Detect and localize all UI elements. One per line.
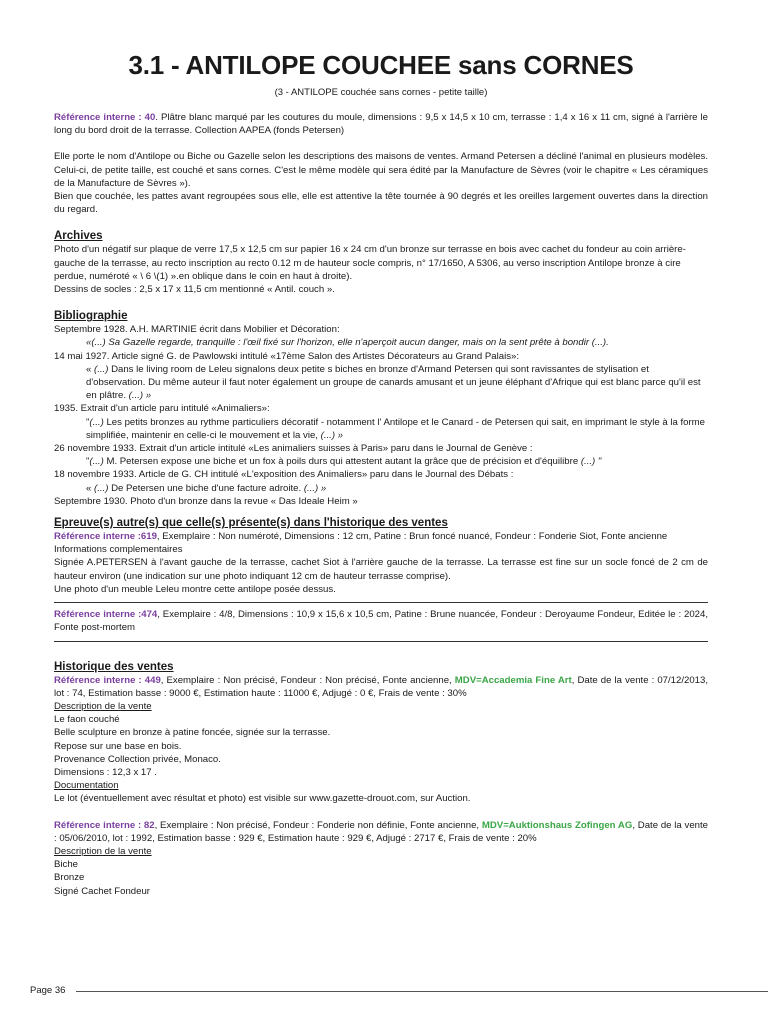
document-body <box>54 111 708 898</box>
description-line: Dimensions : 12,3 x 17 . <box>54 766 157 778</box>
epreuve-info-label: Informations complementaires <box>54 544 183 556</box>
reference-label: Référence interne : 40 <box>54 112 156 123</box>
documentation-label: Documentation <box>54 780 119 792</box>
reference-label: Référence interne :619 <box>54 531 157 543</box>
biblio-quote: "(...) M. Petersen expose une biche et un fox à poils durs qui attestent autant la grâce que de précision et d'équilibre (...) " <box>86 456 602 468</box>
description-line: Provenance Collection privée, Monaco. <box>54 753 221 765</box>
bibliographie-heading: Bibliographie <box>54 310 128 323</box>
mdv-label: MDV=Accademia Fine Art <box>454 674 572 686</box>
mdv-label: MDV=Auktionshaus Zofingen AG <box>481 819 633 831</box>
epreuve-item: Référence interne :619, Exemplaire : Non numéroté, Dimensions : 12 cm, Patine : Brun foncé nuancé, Fondeur : Fonderie Siot, Fonte ancienne <box>54 531 668 543</box>
page-subtitle: (3 - ANTILOPE couchée sans cornes - petite taille) <box>274 87 488 98</box>
description-line: Repose sur une base en bois. <box>54 740 182 752</box>
biblio-entry: 26 novembre 1933. Extrait d'un article intitulé «Les animaliers suisses à Paris» paru dans le Journal de Genève : <box>54 443 533 455</box>
sale-record: Référence interne : 449, Exemplaire : Non précisé, Fondeur : Non précisé, Fonte ancienne, MDV=Accademia Fine Art, Date de la vente : 07/12/2013, lot : 74, Estimation basse : 9000 €, Estimation haute : 11000 €, Adjugé : 0 €, Frais de vente : 30% <box>54 674 709 699</box>
sale-record: Référence interne : 82, Exemplaire : Non précisé, Fondeur : Fonderie non définie, Fonte ancienne, MDV=Auktionshaus Zofingen AG, Date de la vente : 05/06/2010, lot : 1992, Estimation basse : 929 €, Estimation haute : 929 €, Adjugé : 2717 €, Frais de vente : 20% <box>54 819 709 844</box>
biblio-entry: 18 novembre 1933. Article de G. CH intitulé «L'exposition des Animaliers» paru dans le Journal des Débats : <box>54 469 514 481</box>
description-line: Belle sculpture en bronze à patine foncée, signée sur la terrasse. <box>54 727 331 739</box>
epreuve-item: Référence interne :474, Exemplaire : 4/8, Dimensions : 10,9 x 15,6 x 10,5 cm, Patine : Brune nuancée, Fondeur : Deroyaume Fondeur, Editée le : 2024, Fonte post-mortem <box>54 609 708 634</box>
reference-label: Référence interne : 82 <box>54 819 155 831</box>
intro-paragraph: Elle porte le nom d'Antilope ou Biche ou Gazelle selon les descriptions des maisons de ventes. Armand Petersen a décliné l'animal en plusieurs modèles. Celui-ci, de petite taille, est couché et sans cornes. C'est le même modèle qui sera édité par la Manufacture de Sèvres (voir le chapitre « Les céramiques de la Manufacture de Sèvres »). <box>54 151 708 189</box>
biblio-quote: "(...) Les petits bronzes au rythme particuliers décoratif - notamment l' Antilope et le Canard - de Petersen qui sait, en imprimant le style à la forme simplifiée, maintenir en celle-ci le mouvement et la vie, (...) » <box>86 416 705 441</box>
biblio-quote: « (...) Dans le living room de Leleu signalons deux petite s biches en bronze d'Armand Petersen qui sont ravissantes de stylisation et d'observation. Du même auteur il faut noter également un groupe de canards amusant et un jeune éléphant d'Afrique qui est blanc parce qu'il est en plâtre. (...) » <box>86 363 701 402</box>
biblio-entry: Septembre 1930. Photo d'un bronze dans la revue « Das Ideale Heim » <box>54 495 358 507</box>
reference-text: . Plâtre blanc marqué par les coutures du moule, dimensions : 9,5 x 14,5 x 10 cm, terrasse : 1,4 x 16 x 11 cm, signé à l'arrière le long du bord droit de la terrasse. Collection AAPEA (fonds Petersen) <box>54 112 708 137</box>
description-line: Signé Cachet Fondeur <box>54 885 150 897</box>
description-label: Description de la vente <box>54 700 152 712</box>
description-line: Bronze <box>54 872 85 884</box>
archives-text: Photo d'un négatif sur plaque de verre 17,5 x 12,5 cm sur papier 16 x 24 cm d'un bronze sur terrasse en bois avec cachet du fondeur au coin arrière-gauche de la terrasse, au recto inscription au recto 0.12 m de hauteur socle compris, n° 17/1650, A 5306, au verso inscription Antilope bronze à cire perdue, numéroté « \ 6 \(1) ».en oblique dans le coin en haut à droite). <box>54 244 686 282</box>
biblio-quote: « (...) De Petersen une biche d'une facture adroite. (...) » <box>86 482 327 494</box>
documentation-text: Le lot (éventuellement avec résultat et photo) est visible sur www.gazette-drouot.com, sur Auction. <box>54 793 471 805</box>
description-label: Description de la vente <box>54 845 152 857</box>
biblio-entry: 1935. Extrait d'un article paru intitulé «Animaliers»: <box>54 403 270 415</box>
historique-heading: Historique des ventes <box>54 660 174 673</box>
footer-rule <box>76 991 768 992</box>
reference-label: Référence interne :474 <box>54 609 158 621</box>
archives-heading: Archives <box>54 230 103 243</box>
description-line: Le faon couché <box>54 714 120 726</box>
biblio-entry: 14 mai 1927. Article signé G. de Pawlowski intitulé «17ème Salon des Artistes Décorateurs au Grand Palais»: <box>54 350 520 362</box>
archives-text: Dessins de socles : 2,5 x 17 x 11,5 cm mentionné « Antil. couch ». <box>54 284 335 296</box>
page-number: Page 36 <box>30 985 66 996</box>
reference-label: Référence interne : 449 <box>54 674 161 686</box>
divider <box>54 602 708 603</box>
epreuves-heading: Epreuve(s) autre(s) que celle(s) présente(s) dans l'historique des ventes <box>54 517 448 530</box>
description-line: Biche <box>54 859 78 871</box>
biblio-quote: «(...) Sa Gazelle regarde, tranquille : l'œil fixé sur l'horizon, elle n'aperçoit aucun danger, mais on la sent prête à bondir (...). <box>86 337 609 349</box>
epreuve-note: Une photo d'un meuble Leleu montre cette antilope posée dessus. <box>54 583 336 595</box>
biblio-entry: Septembre 1928. A.H. MARTINIE écrit dans Mobilier et Décoration: <box>54 324 340 336</box>
intro-paragraph: Bien que couchée, les pattes avant regroupées sous elle, elle est attentive la tête tournée à 90 degrés et les oreilles largement ouvertes dans la direction du regard. <box>54 191 708 216</box>
page-title: 3.1 - ANTILOPE COUCHEE sans CORNES <box>128 50 634 80</box>
epreuve-note: Signée A.PETERSEN à l'avant gauche de la terrasse, cachet Siot à l'arrière gauche de la terrasse. La terrasse est fine sur un socle foncé de 2 cm de hauteur environ (une indication sur une photo indiquant 12 cm de hauteur terrasse comprise). <box>54 557 708 582</box>
divider <box>54 641 708 642</box>
intro-reference <box>54 111 708 137</box>
